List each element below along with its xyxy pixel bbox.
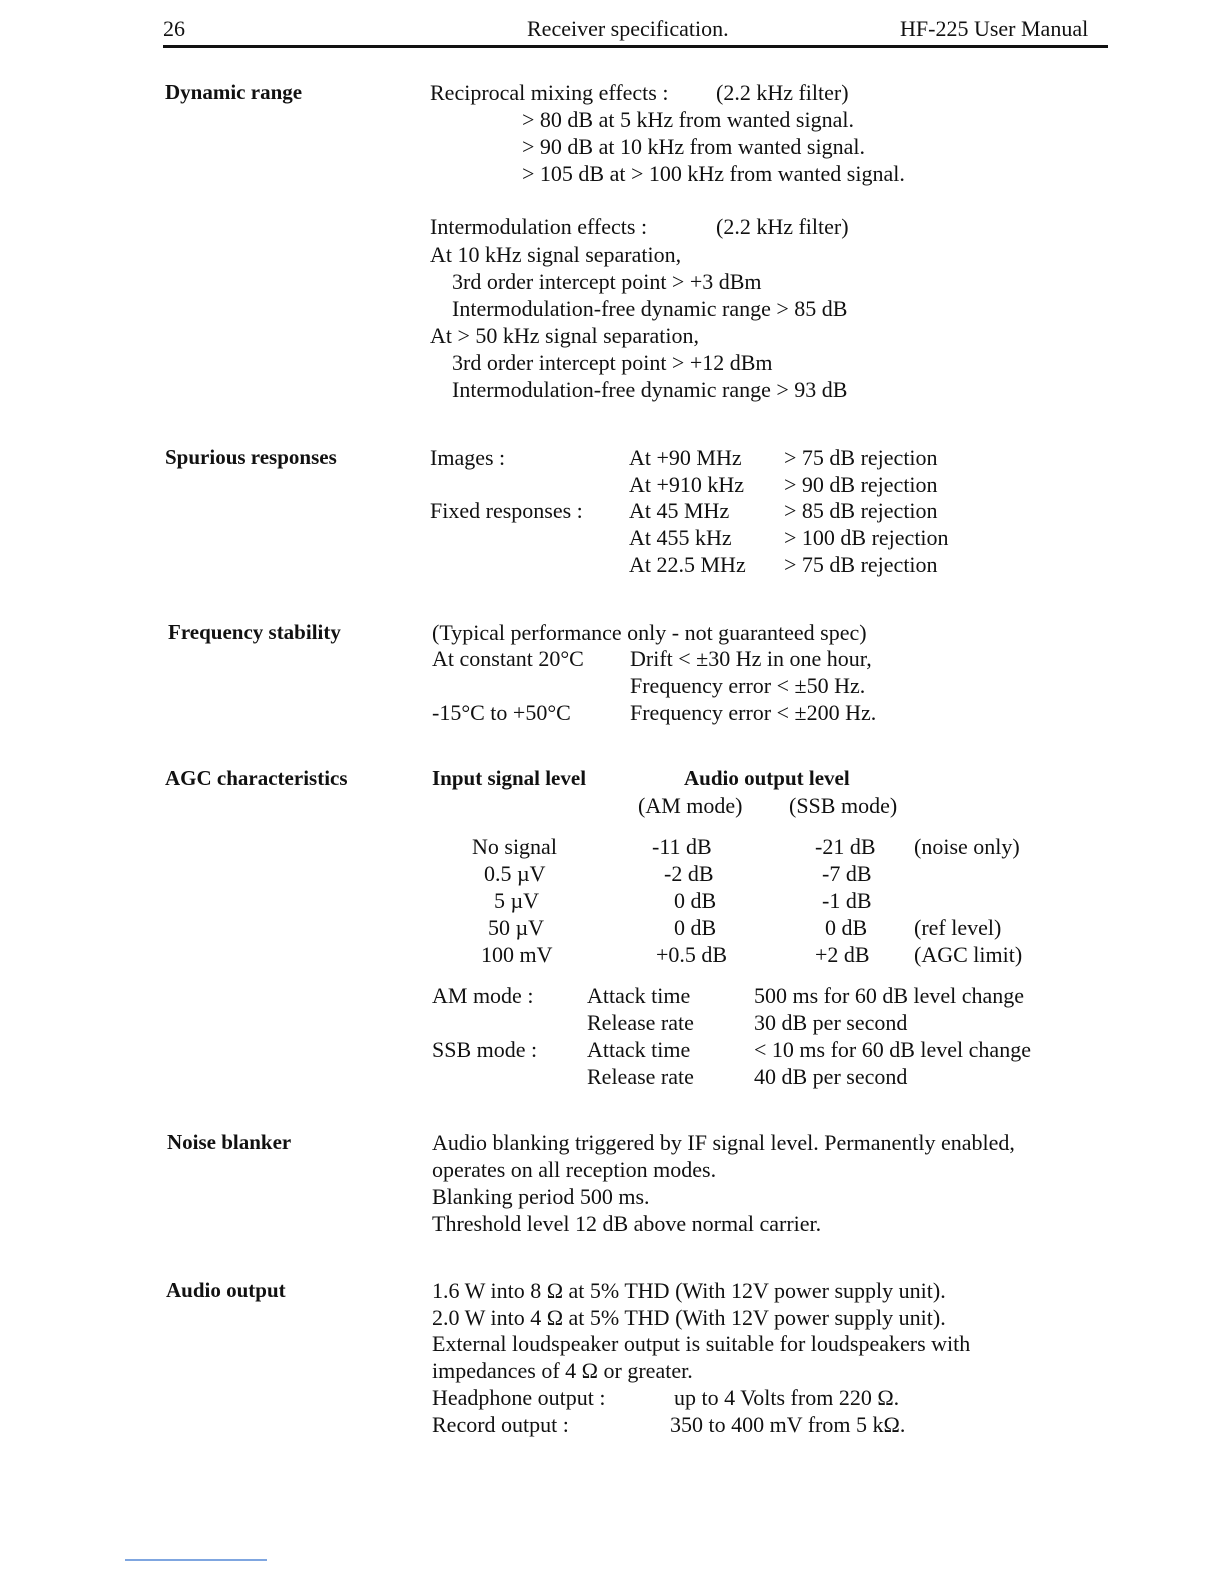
reciprocal-line: > 90 dB at 10 kHz from wanted signal. (522, 134, 865, 159)
stability-error-1: Frequency error < ±50 Hz. (630, 673, 866, 698)
agc-ssb: 0 dB (825, 915, 868, 940)
agc-input: No signal (472, 834, 557, 859)
agc-release-label: Release rate (587, 1010, 694, 1035)
reciprocal-line: > 80 dB at 5 kHz from wanted signal. (522, 107, 854, 132)
reciprocal-label: Reciprocal mixing effects : (430, 80, 669, 105)
agc-am: -11 dB (652, 834, 712, 859)
noise-blanker-line: Threshold level 12 dB above normal carrier. (432, 1211, 822, 1236)
intermod-filter: (2.2 kHz filter) (716, 214, 849, 239)
images-label: Images : (430, 445, 506, 470)
agc-input: 0.5 µV (484, 861, 546, 886)
intermod-separation-2: At > 50 kHz signal separation, (430, 323, 700, 348)
noise-blanker-line: operates on all reception modes. (432, 1157, 717, 1182)
agc-ssb: -21 dB (815, 834, 876, 859)
spurious-rejection: > 75 dB rejection (784, 552, 938, 577)
headphone-output-value: up to 4 Volts from 220 Ω. (674, 1385, 900, 1410)
agc-ssb: -1 dB (822, 888, 872, 913)
agc-input: 100 mV (481, 942, 553, 967)
headphone-output-label: Headphone output : (432, 1385, 606, 1410)
agc-attack-label: Attack time (587, 983, 691, 1008)
footnote-rule (125, 1559, 267, 1561)
agc-note: (ref level) (914, 915, 1002, 940)
section-heading-agc: AGC characteristics (165, 766, 348, 790)
intermod-label: Intermodulation effects : (430, 214, 648, 239)
agc-ssb-attack: < 10 ms for 60 dB level change (754, 1037, 1031, 1062)
agc-input: 5 µV (494, 888, 540, 913)
agc-ssb: -7 dB (822, 861, 872, 886)
section-heading-spurious: Spurious responses (165, 445, 337, 469)
agc-col-ssb: (SSB mode) (789, 793, 898, 818)
spurious-freq: At 45 MHz (629, 498, 730, 523)
agc-attack-label: Attack time (587, 1037, 691, 1062)
noise-blanker-line: Audio blanking triggered by IF signal level. Permanently enabled, (432, 1130, 1015, 1155)
intermod-ip3-2: 3rd order intercept point > +12 dBm (452, 350, 773, 375)
record-output-label: Record output : (432, 1412, 569, 1437)
intermod-dr-1: Intermodulation-free dynamic range > 85 dB (452, 296, 848, 321)
section-heading-noise-blanker: Noise blanker (167, 1130, 292, 1154)
spurious-rejection: > 75 dB rejection (784, 445, 938, 470)
stability-drift: Drift < ±30 Hz in one hour, (630, 646, 872, 671)
agc-am-release: 30 dB per second (754, 1010, 908, 1035)
spurious-freq: At +910 kHz (629, 472, 745, 497)
stability-condition-1: At constant 20°C (432, 646, 584, 671)
agc-am: -2 dB (664, 861, 714, 886)
stability-note: (Typical performance only - not guaranteed spec) (432, 620, 867, 645)
section-heading-stability: Frequency stability (168, 620, 341, 644)
stability-error-2: Frequency error < ±200 Hz. (630, 700, 877, 725)
reciprocal-line: > 105 dB at > 100 kHz from wanted signal. (522, 161, 905, 186)
record-output-value: 350 to 400 mV from 5 kΩ. (670, 1412, 906, 1437)
intermod-separation-1: At 10 kHz signal separation, (430, 242, 682, 267)
agc-ssb: +2 dB (815, 942, 870, 967)
noise-blanker-line: Blanking period 500 ms. (432, 1184, 650, 1209)
spurious-freq: At 22.5 MHz (629, 552, 746, 577)
agc-am: +0.5 dB (656, 942, 728, 967)
section-heading-audio-output: Audio output (166, 1278, 286, 1302)
agc-note: (noise only) (914, 834, 1020, 859)
agc-input: 50 µV (488, 915, 545, 940)
audio-output-line: 2.0 W into 4 Ω at 5% THD (With 12V power supply unit). (432, 1305, 946, 1330)
reciprocal-filter: (2.2 kHz filter) (716, 80, 849, 105)
agc-am: 0 dB (674, 915, 717, 940)
page-title: Receiver specification. (527, 16, 729, 41)
intermod-dr-2: Intermodulation-free dynamic range > 93 dB (452, 377, 848, 402)
agc-am-mode: AM mode : (432, 983, 534, 1008)
agc-release-label: Release rate (587, 1064, 694, 1089)
audio-output-line: External loudspeaker output is suitable for loudspeakers with (432, 1331, 971, 1356)
audio-output-line: 1.6 W into 8 Ω at 5% THD (With 12V power supply unit). (432, 1278, 946, 1303)
spurious-rejection: > 100 dB rejection (784, 525, 949, 550)
audio-output-line: impedances of 4 Ω or greater. (432, 1358, 693, 1383)
agc-col-am: (AM mode) (638, 793, 743, 818)
agc-am-attack: 500 ms for 60 dB level change (754, 983, 1025, 1008)
agc-col-input: Input signal level (432, 766, 587, 790)
agc-am: 0 dB (674, 888, 717, 913)
section-heading-dynamic-range: Dynamic range (165, 80, 303, 104)
fixed-responses-label: Fixed responses : (430, 498, 583, 523)
manual-title: HF-225 User Manual (900, 16, 1089, 41)
page-number: 26 (163, 16, 185, 41)
spurious-rejection: > 90 dB rejection (784, 472, 938, 497)
spurious-freq: At +90 MHz (629, 445, 742, 470)
agc-col-audio: Audio output level (684, 766, 850, 790)
stability-condition-2: -15°C to +50°C (432, 700, 571, 725)
agc-note: (AGC limit) (914, 942, 1023, 967)
agc-ssb-release: 40 dB per second (754, 1064, 908, 1089)
spurious-freq: At 455 kHz (629, 525, 732, 550)
agc-ssb-mode: SSB mode : (432, 1037, 538, 1062)
spurious-rejection: > 85 dB rejection (784, 498, 938, 523)
header-rule (163, 45, 1108, 48)
intermod-ip3-1: 3rd order intercept point > +3 dBm (452, 269, 762, 294)
